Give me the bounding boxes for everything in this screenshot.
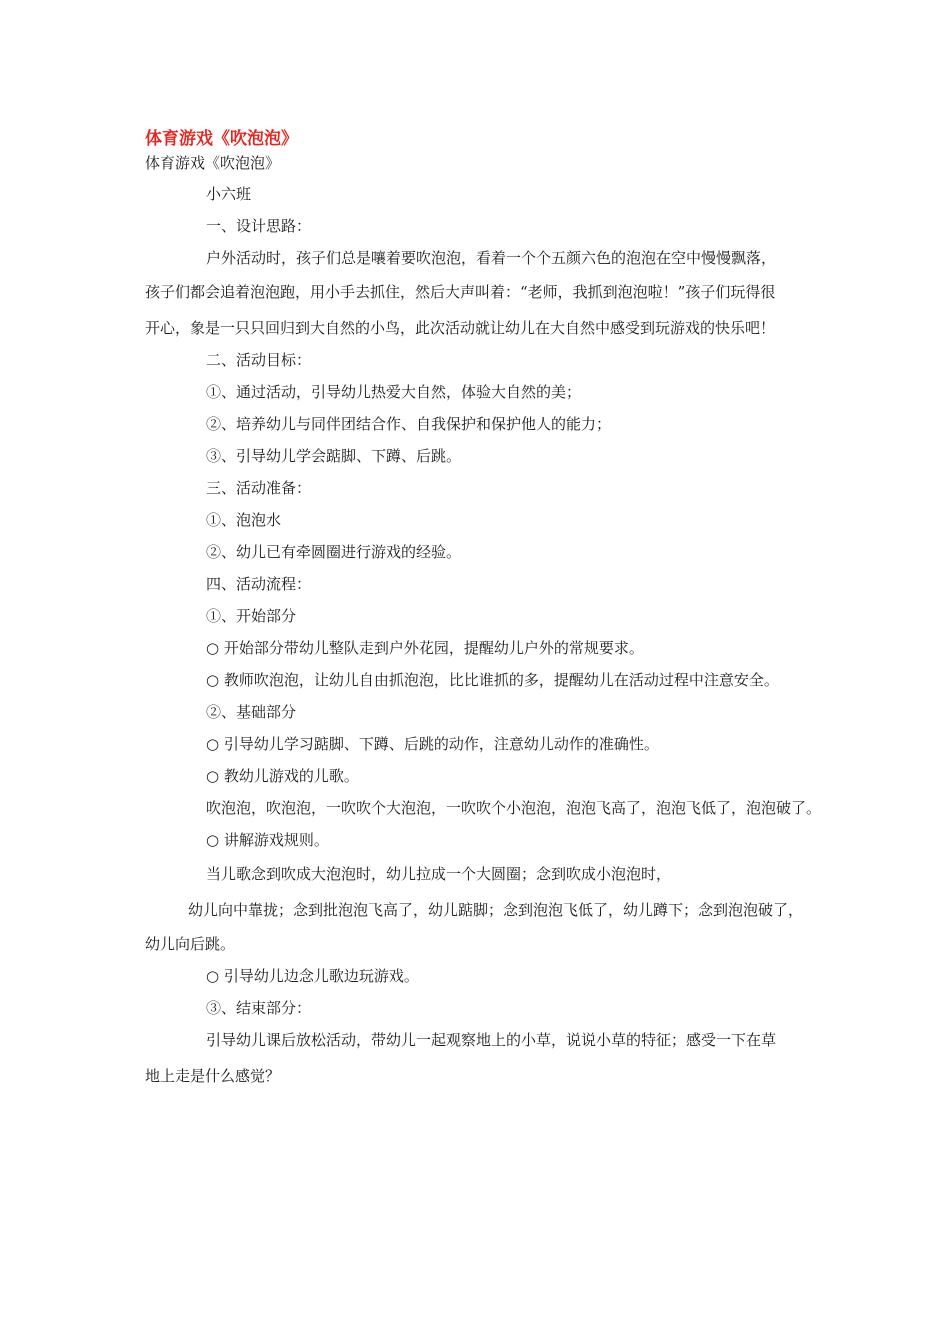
- end-paragraph-line: 地上走是什么感觉？: [145, 1067, 281, 1085]
- prep-item: ②、幼儿已有牵圆圈进行游戏的经验。: [206, 543, 462, 561]
- section-heading-prep: 三、活动准备：: [206, 479, 312, 497]
- flow-basic-item: ○ 教幼儿游戏的儿歌。: [206, 767, 359, 785]
- rules-paragraph-line: 当儿歌念到吹成大泡泡时，幼儿拉成一个大圆圈；念到吹成小泡泡时，: [206, 865, 672, 883]
- section-heading-design: 一、设计思路：: [206, 217, 312, 235]
- class-name: 小六班: [206, 185, 252, 203]
- design-paragraph-line: 开心，象是一只只回归到大自然的小鸟，此次活动就让幼儿在大自然中感受到玩游戏的快乐吧！: [145, 319, 776, 337]
- goal-item: ①、通过活动，引导幼儿热爱大自然，体验大自然的美；: [206, 383, 582, 401]
- song-lyrics: 吹泡泡，吹泡泡，一吹吹个大泡泡，一吹吹个小泡泡，泡泡飞高了，泡泡飞低了，泡泡破了。: [206, 799, 822, 817]
- flow-end-heading: ③、结束部分：: [206, 999, 312, 1017]
- document-subtitle: 体育游戏《吹泡泡》: [145, 154, 281, 172]
- design-paragraph-line: 孩子们都会追着泡泡跑，用小手去抓住，然后大声叫着：“老师，我抓到泡泡啦！”孩子们玩得很: [145, 283, 776, 301]
- rules-paragraph-line: 幼儿向中靠拢；念到批泡泡飞高了，幼儿踮脚；念到泡泡飞低了，幼儿蹲下；念到泡泡破了，: [188, 901, 804, 919]
- goal-item: ③、引导幼儿学会踮脚、下蹲、后跳。: [206, 447, 462, 465]
- flow-basic-heading: ②、基础部分: [206, 703, 297, 721]
- end-paragraph-line: 引导幼儿课后放松活动，带幼儿一起观察地上的小草，说说小草的特征；感受一下在草: [206, 1031, 777, 1049]
- flow-start-heading: ①、开始部分: [206, 607, 297, 625]
- rules-item: ○ 讲解游戏规则。: [206, 831, 329, 849]
- prep-item: ①、泡泡水: [206, 511, 282, 529]
- play-item: ○ 引导幼儿边念儿歌边玩游戏。: [206, 967, 419, 985]
- section-heading-flow: 四、活动流程：: [206, 575, 312, 593]
- flow-basic-item: ○ 引导幼儿学习踮脚、下蹲、后跳的动作，注意幼儿动作的准确性。: [206, 735, 659, 753]
- document-title: 体育游戏《吹泡泡》: [145, 129, 298, 149]
- flow-start-item: ○ 教师吹泡泡，让幼儿自由抓泡泡，比比谁抓的多，提醒幼儿在活动过程中注意安全。: [206, 671, 779, 689]
- section-heading-goals: 二、活动目标：: [206, 351, 312, 369]
- flow-start-item: ○ 开始部分带幼儿整队走到户外花园，提醒幼儿户外的常规要求。: [206, 639, 644, 657]
- goal-item: ②、培养幼儿与同伴团结合作、自我保护和保护他人的能力；: [206, 415, 612, 433]
- rules-paragraph-line: 幼儿向后跳。: [145, 935, 236, 953]
- design-paragraph-line: 户外活动时，孩子们总是嚷着要吹泡泡，看着一个个五颜六色的泡泡在空中慢慢飘落，: [206, 249, 777, 267]
